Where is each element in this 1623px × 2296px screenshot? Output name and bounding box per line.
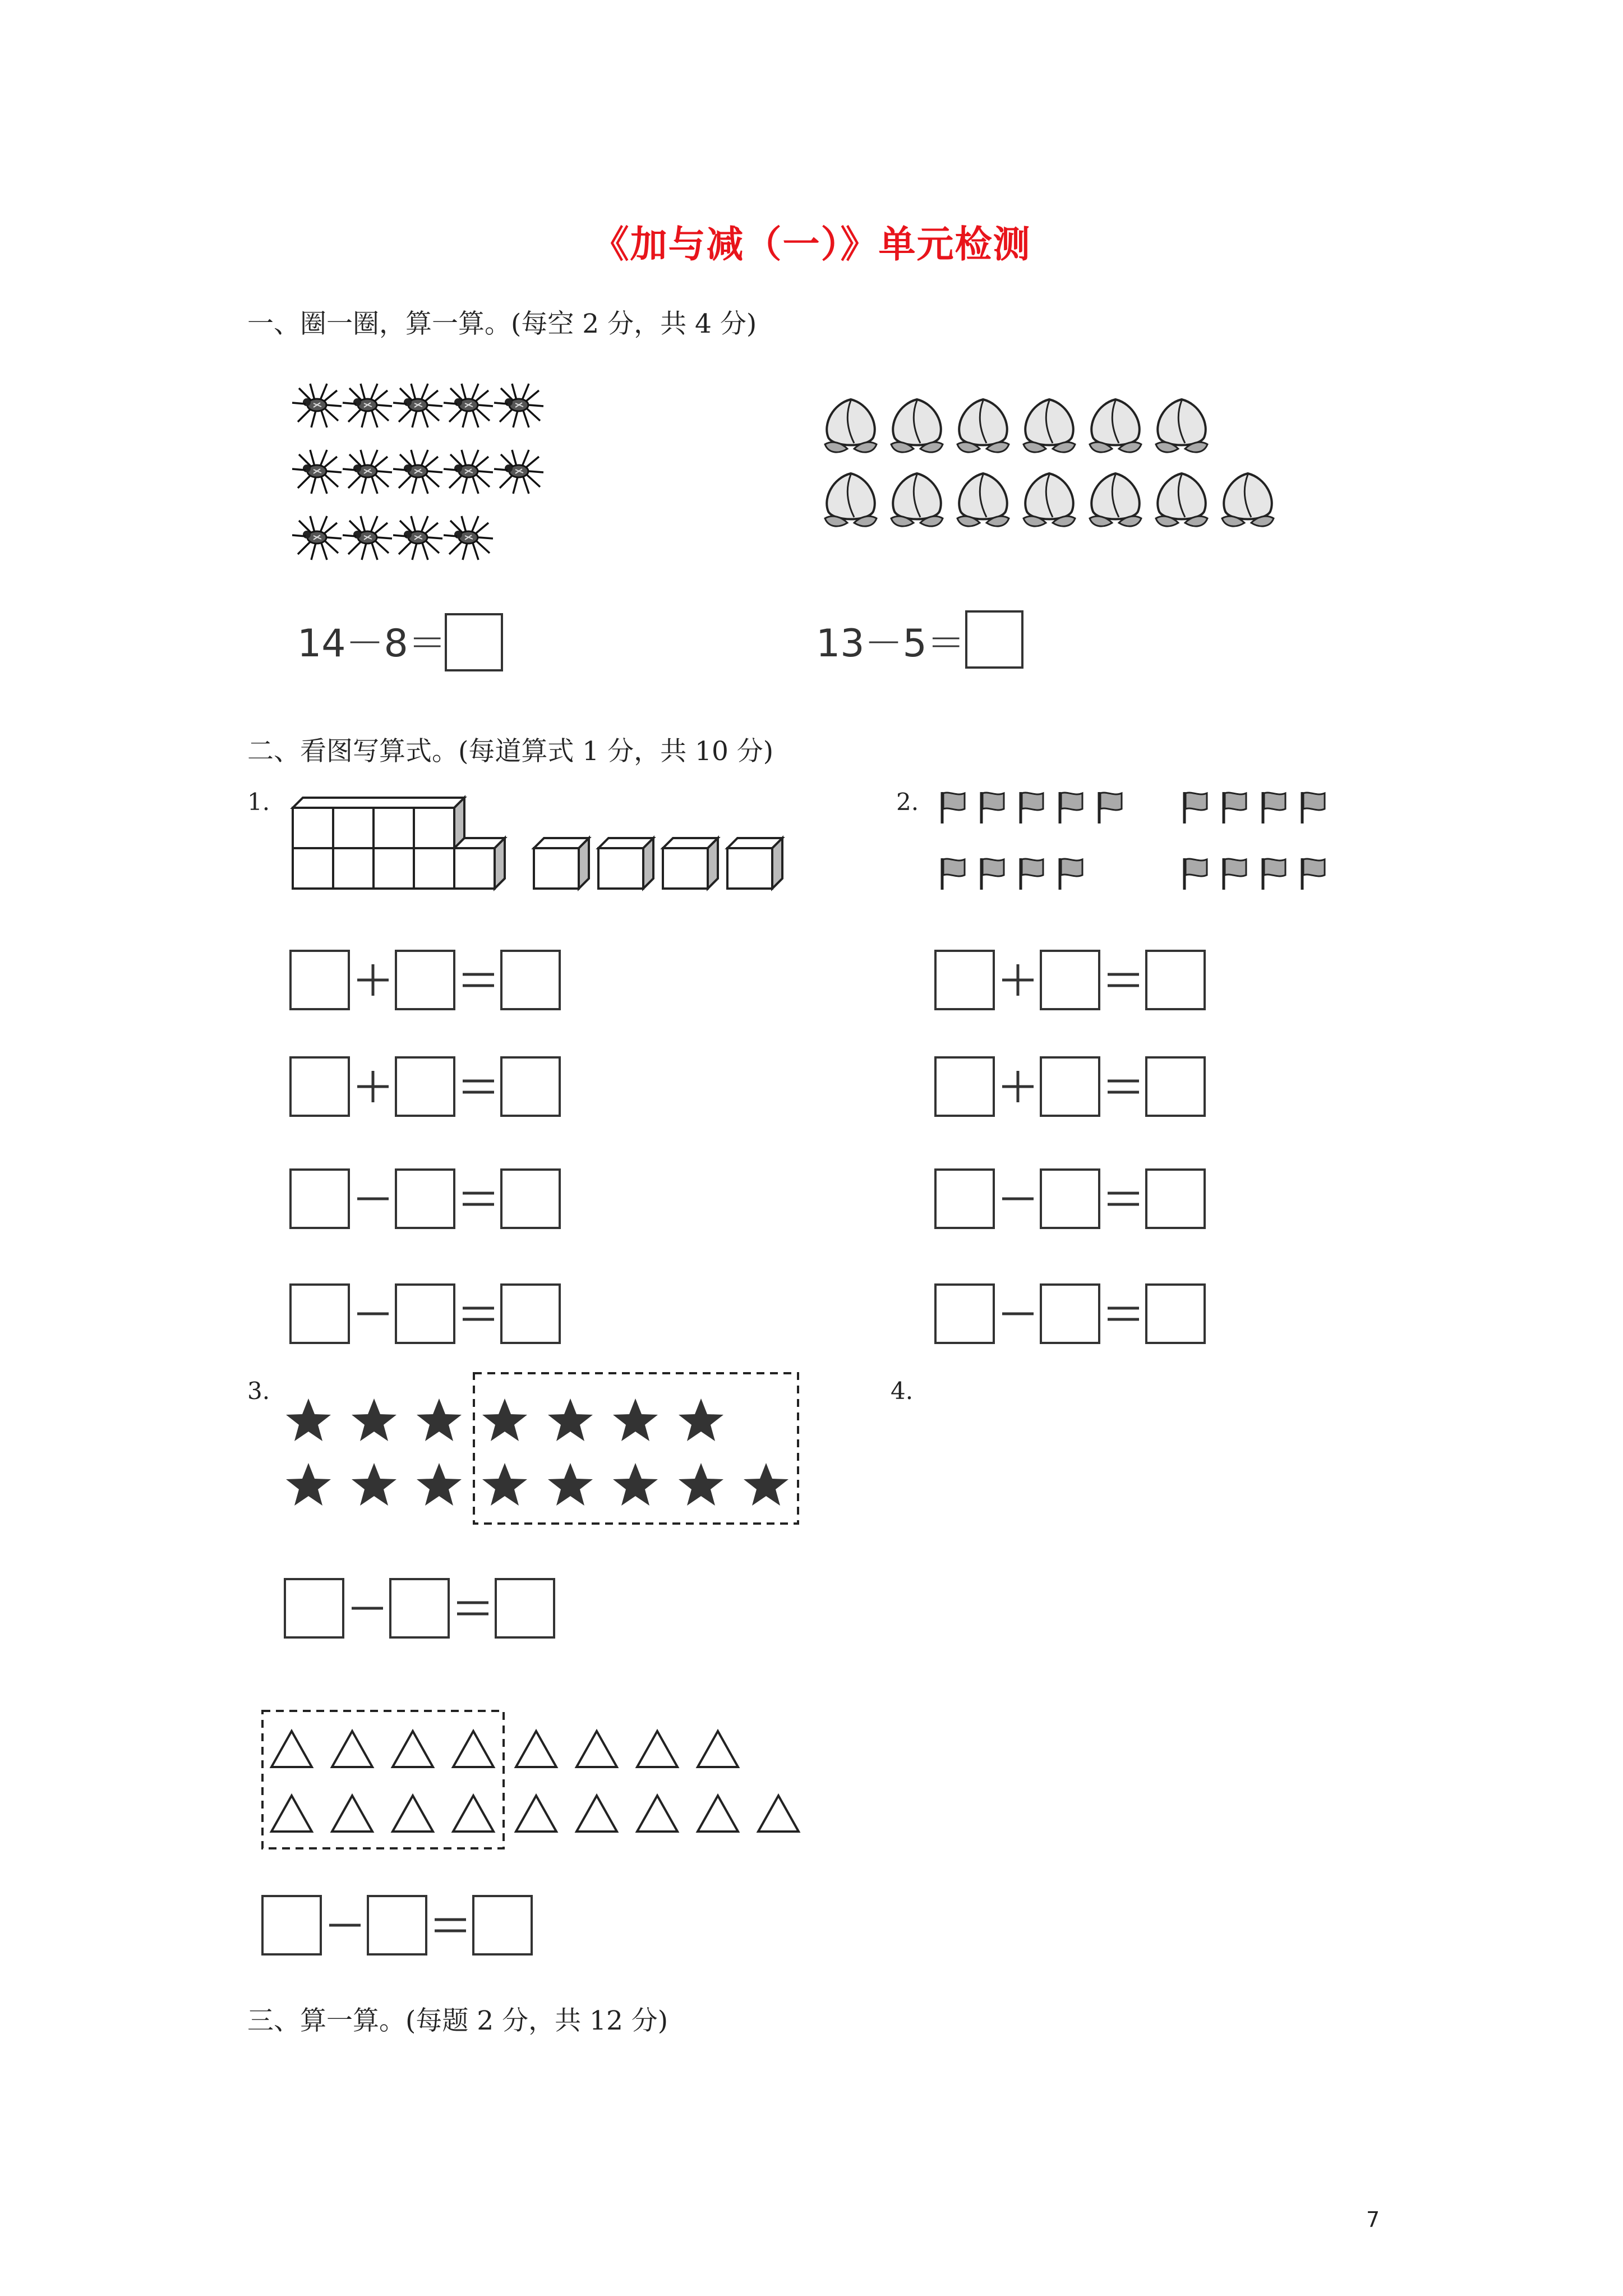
equation-text-right: 13－5＝: [816, 622, 965, 666]
answer-box[interactable]: [291, 1057, 349, 1116]
q3-equation-row: [283, 1576, 575, 1641]
question-3-number: 3.: [247, 1377, 270, 1405]
equation-text-left: 14－8＝: [297, 622, 446, 666]
equals-sign: [1108, 1308, 1139, 1319]
question-2-number: 2.: [896, 788, 919, 816]
q2-equation-row: [934, 1055, 1225, 1119]
insect-icon: [292, 384, 543, 560]
answer-box[interactable]: [1041, 1057, 1099, 1116]
page-title: 《加与减（一）》单元检测: [592, 222, 1031, 266]
triangle-icon: [271, 1731, 799, 1832]
section-2-heading: 二、看图写算式。(每道算式 1 分，共 10 分): [247, 736, 774, 767]
q1-equation-row: [289, 1167, 580, 1231]
equals-sign: [463, 1193, 494, 1204]
section-1-heading: 一、圈一圈，算一算。(每空 2 分，共 4 分): [247, 309, 757, 339]
answer-box[interactable]: [1041, 951, 1099, 1009]
equals-sign: [1108, 1193, 1139, 1204]
equals-sign: [435, 1920, 466, 1931]
star-icon: [286, 1398, 789, 1506]
q1-equation-row: [289, 948, 580, 1013]
peach-icon: [825, 399, 1274, 526]
answer-box[interactable]: [496, 1579, 554, 1637]
answer-box[interactable]: [262, 1896, 321, 1954]
dashed-selection-box: [262, 1711, 504, 1848]
answer-box[interactable]: [396, 1057, 454, 1116]
flag-icon: [942, 792, 1325, 890]
answer-box[interactable]: [935, 1285, 994, 1343]
answer-box[interactable]: [390, 1579, 449, 1637]
answer-box[interactable]: [1146, 1285, 1205, 1343]
equals-sign: [463, 974, 494, 986]
answer-box[interactable]: [396, 951, 454, 1009]
cube-group-picture: [287, 792, 809, 899]
answer-box[interactable]: [285, 1579, 343, 1637]
q2-equation-row: [934, 948, 1225, 1013]
answer-box[interactable]: [291, 951, 349, 1009]
equation-14-minus-8: [297, 609, 510, 676]
star-group-picture: [280, 1369, 808, 1537]
q2-equation-row: [934, 1167, 1225, 1231]
answer-box[interactable]: [1146, 1057, 1205, 1116]
answer-box[interactable]: [501, 1057, 560, 1116]
answer-box[interactable]: [368, 1896, 426, 1954]
answer-box[interactable]: [1041, 1170, 1099, 1228]
equals-sign: [457, 1603, 488, 1614]
plus-sign: [357, 964, 389, 996]
q2-equation-row: [934, 1282, 1225, 1346]
question-1-number: 1.: [247, 788, 270, 816]
page-number: 7: [1366, 2207, 1380, 2232]
flag-group-picture: [931, 785, 1346, 920]
section-3-heading: 三、算一算。(每题 2 分，共 12 分): [247, 2005, 668, 2036]
equals-sign: [463, 1308, 494, 1319]
answer-box[interactable]: [396, 1285, 454, 1343]
equation-13-minus-5: [816, 609, 1029, 676]
plus-sign: [357, 1071, 389, 1102]
peach-group-picture: [810, 381, 1315, 550]
answer-box[interactable]: [935, 1057, 994, 1116]
answer-box[interactable]: [1146, 1170, 1205, 1228]
answer-box[interactable]: [291, 1285, 349, 1343]
answer-box[interactable]: [935, 1170, 994, 1228]
insect-group-picture: [294, 381, 575, 561]
q1-equation-row: [289, 1055, 580, 1119]
plus-sign: [1002, 1071, 1034, 1102]
plus-sign: [1002, 964, 1034, 996]
answer-box[interactable]: [501, 1170, 560, 1228]
triangle-group-picture: [258, 1705, 819, 1851]
question-4-number: 4.: [891, 1377, 914, 1405]
answer-box[interactable]: [501, 1285, 560, 1343]
equals-sign: [463, 1081, 494, 1092]
equals-sign: [1108, 974, 1139, 986]
q3-equation-row: [261, 1893, 552, 1958]
answer-box[interactable]: [396, 1170, 454, 1228]
answer-box[interactable]: [966, 611, 1022, 668]
answer-box[interactable]: [1041, 1285, 1099, 1343]
answer-box[interactable]: [1146, 951, 1205, 1009]
answer-box[interactable]: [291, 1170, 349, 1228]
answer-box[interactable]: [473, 1896, 532, 1954]
equals-sign: [1108, 1081, 1139, 1092]
answer-box[interactable]: [935, 951, 994, 1009]
q1-equation-row: [289, 1282, 580, 1346]
cube-icon: [293, 798, 782, 889]
answer-box[interactable]: [501, 951, 560, 1009]
dashed-selection-box: [474, 1373, 798, 1524]
answer-box[interactable]: [446, 614, 502, 670]
